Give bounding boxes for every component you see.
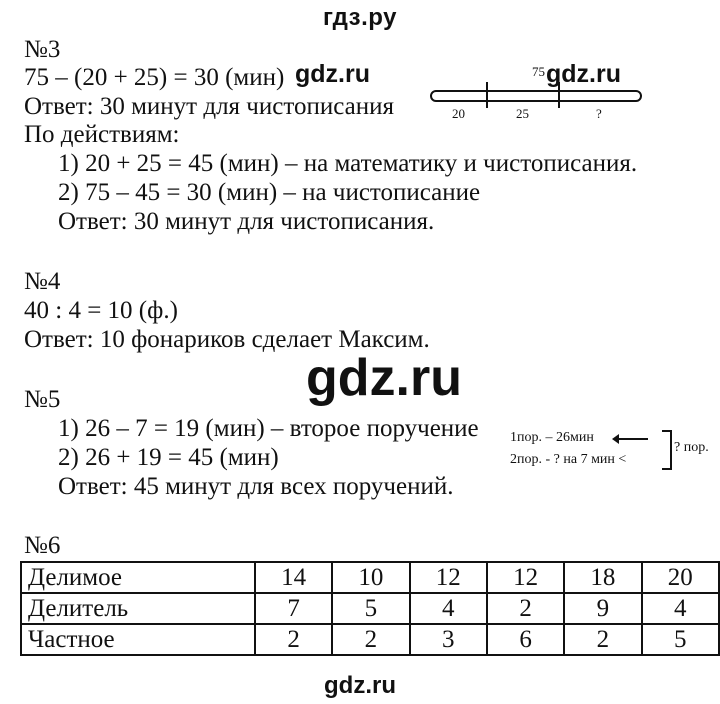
diagram-line-2: 2пор. - ? на 7 мин < [510,452,627,467]
task6-number: №6 [24,532,61,559]
task3-step-1: 1) 20 + 25 = 45 (мин) – на математику и чистописания. [58,150,638,177]
table-cell: 12 [487,562,564,593]
table-row [21,593,719,624]
table-cell: 5 [332,593,409,624]
row-label: Делитель [21,593,255,624]
row-label: Частное [21,624,255,655]
task3-answer: Ответ: 30 минут для чистописания [24,93,394,120]
task5-step-2: 2) 26 + 19 = 45 (мин) [58,444,279,471]
watermark-center: gdz.ru [306,349,462,407]
table-row [21,624,719,655]
diagram-total-label: ? пор. [674,440,709,455]
table-cell: 2 [564,624,641,655]
arrow-icon [618,438,648,440]
diagram-part-label: 20 [452,106,465,121]
site-header: гдз.ру [323,4,397,31]
table-row [21,562,719,593]
table-cell: 7 [255,593,332,624]
table-cell: 12 [410,562,487,593]
task4-expression: 40 : 4 = 10 (ф.) [24,297,178,324]
task5-step-1: 1) 26 – 7 = 19 (мин) – второе поручение [58,415,479,442]
task3-steps-title: По действиям: [24,121,180,148]
table-cell: 4 [410,593,487,624]
watermark-task3-right: gdz.ru [546,60,621,88]
table-cell: 2 [332,624,409,655]
table-cell: 14 [255,562,332,593]
watermark-task3-left: gdz.ru [295,60,370,88]
watermark-bottom: gdz.ru [324,672,396,699]
task5-brief-diagram [510,428,710,474]
table-cell: 6 [487,624,564,655]
diagram-total-label: 75 [532,64,545,79]
task5-number: №5 [24,386,61,413]
task3-step-2: 2) 75 – 45 = 30 (мин) – на чистописание [58,179,481,206]
task3-number: №3 [24,36,61,63]
table-cell: 2 [487,593,564,624]
table-cell: 2 [255,624,332,655]
task4-number: №4 [24,268,61,295]
task4-answer: Ответ: 10 фонариков сделает Максим. [24,326,430,353]
table-cell: 18 [564,562,641,593]
row-label: Делимое [21,562,255,593]
table-cell: 20 [642,562,719,593]
task5-answer: Ответ: 45 минут для всех поручений. [58,473,454,500]
table-cell: 5 [642,624,719,655]
table-cell: 4 [642,593,719,624]
table-cell: 10 [332,562,409,593]
diagram-part-label: 25 [516,106,529,121]
brace-icon [662,430,672,470]
task3-answer-2: Ответ: 30 минут для чистописания. [58,208,435,235]
division-table [20,561,720,656]
diagram-divider [486,82,488,108]
diagram-part-label: ? [596,106,602,121]
diagram-line-1: 1пор. – 26мин [510,430,594,445]
table-cell: 3 [410,624,487,655]
task3-expression: 75 – (20 + 25) = 30 (мин) [24,64,285,91]
diagram-bar [430,90,642,102]
table-cell: 9 [564,593,641,624]
